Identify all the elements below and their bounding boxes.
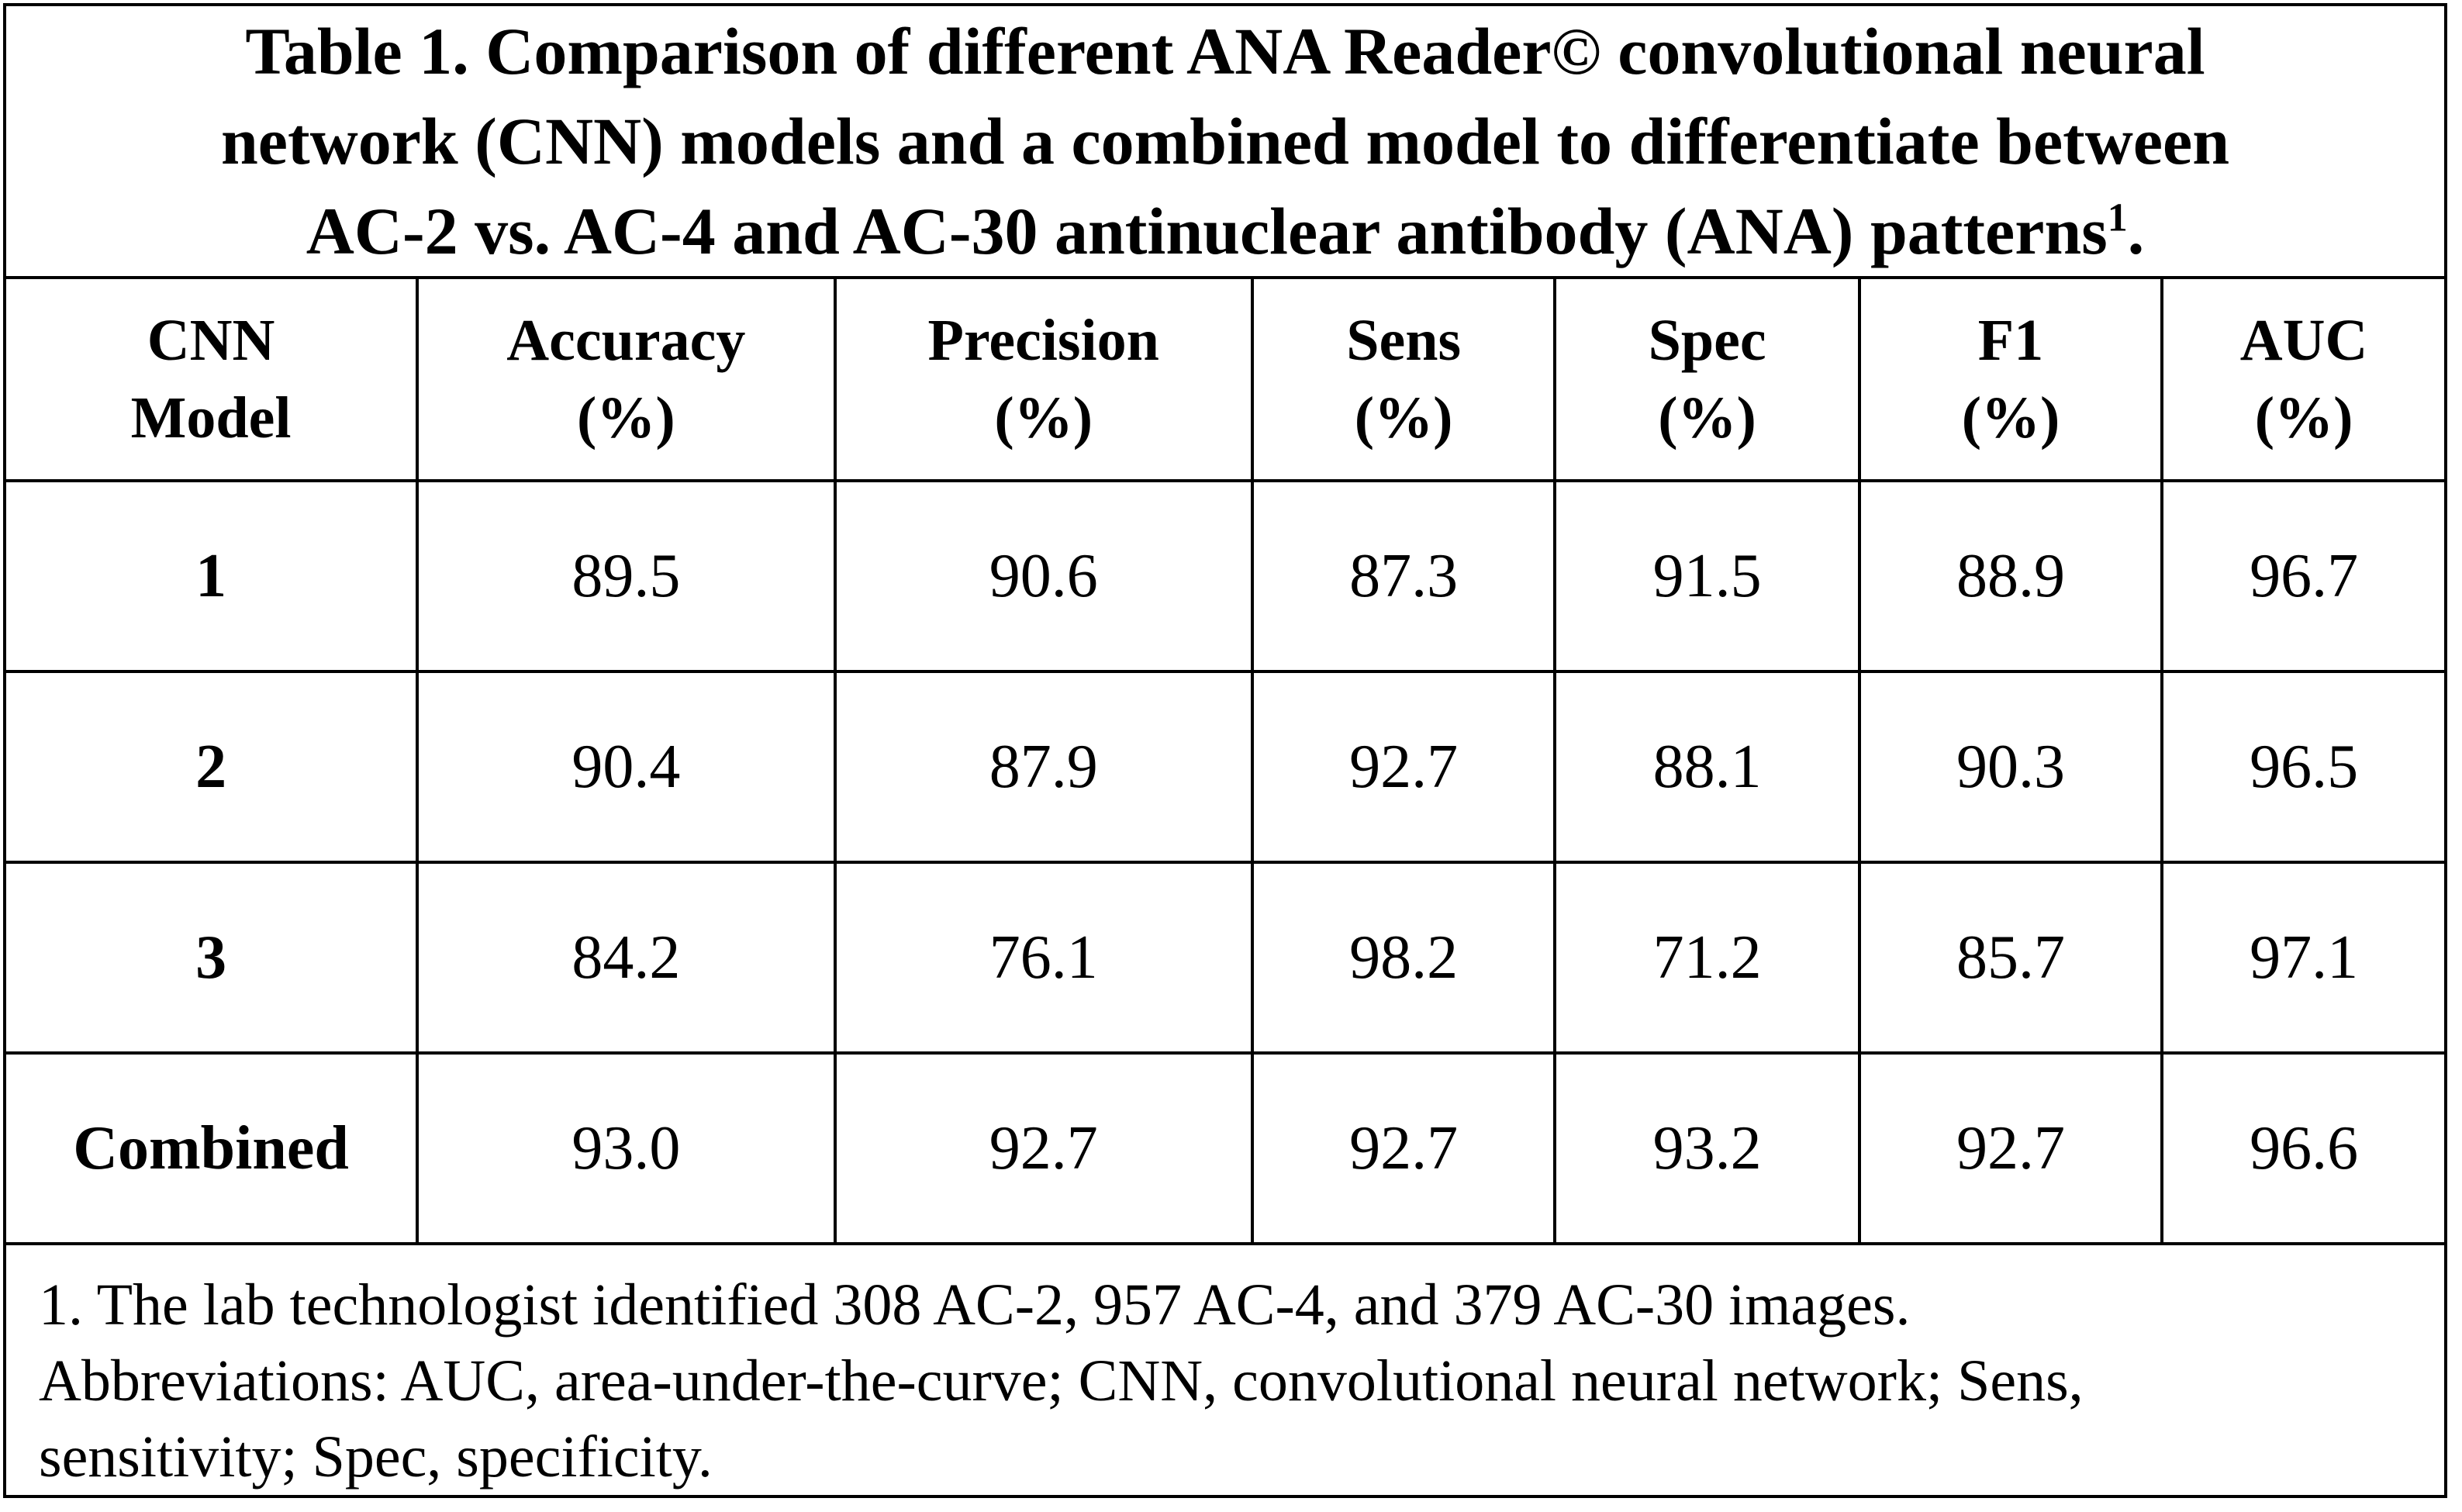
accuracy-cell: 84.2 xyxy=(417,862,834,1053)
auc-cell: 96.5 xyxy=(2162,671,2444,862)
caption-footnote-marker: 1 xyxy=(2107,195,2128,240)
spec-cell: 88.1 xyxy=(1555,671,1859,862)
accuracy-cell: 93.0 xyxy=(417,1053,834,1244)
sens-cell: 98.2 xyxy=(1252,862,1555,1053)
sens-cell: 92.7 xyxy=(1252,671,1555,862)
auc-cell: 96.7 xyxy=(2162,481,2444,671)
model-cell: 1 xyxy=(6,481,417,671)
f1-cell: 90.3 xyxy=(1859,671,2162,862)
spec-cell: 91.5 xyxy=(1555,481,1859,671)
spec-cell: 71.2 xyxy=(1555,862,1859,1053)
table-row xyxy=(6,1053,2444,1244)
accuracy-cell: 90.4 xyxy=(417,671,834,862)
table-row xyxy=(6,481,2444,671)
table-row xyxy=(6,671,2444,862)
precision-cell: 87.9 xyxy=(835,671,1252,862)
precision-cell: 92.7 xyxy=(835,1053,1252,1244)
footnote-line-2: Abbreviations: AUC, area-under-the-curve; CNN, convolutional neural network; Sens, xyxy=(39,1348,2084,1414)
model-cell: 2 xyxy=(6,671,417,862)
table-row xyxy=(6,862,2444,1053)
model-cell: Combined xyxy=(6,1053,417,1244)
column-header-sens: Sens (%) xyxy=(1252,278,1555,481)
column-header-cnn-model: CNN Model xyxy=(6,278,417,481)
table-footnote xyxy=(6,1258,2444,1495)
sens-cell: 87.3 xyxy=(1252,481,1555,671)
caption-line-3: AC-2 vs. AC-4 and AC-30 antinuclear antibody (ANA) patterns xyxy=(306,194,2108,268)
f1-cell: 88.9 xyxy=(1859,481,2162,671)
f1-cell: 85.7 xyxy=(1859,862,2162,1053)
column-header-f1: F1 (%) xyxy=(1859,278,2162,481)
column-header-accuracy: Accuracy (%) xyxy=(417,278,834,481)
caption-line-2: network (CNN) models and a combined model to differentiate between xyxy=(220,104,2230,178)
table-caption xyxy=(6,6,2444,276)
table-frame xyxy=(3,3,2447,1498)
footnote-line-1: 1. The lab technologist identified 308 AC-2, 957 AC-4, and 379 AC-30 images. xyxy=(39,1272,1911,1338)
spec-cell: 93.2 xyxy=(1555,1053,1859,1244)
column-header-precision: Precision (%) xyxy=(835,278,1252,481)
header-row xyxy=(6,278,2444,481)
caption-end-period: . xyxy=(2127,194,2145,268)
sens-cell: 92.7 xyxy=(1252,1053,1555,1244)
f1-cell: 92.7 xyxy=(1859,1053,2162,1244)
precision-cell: 76.1 xyxy=(835,862,1252,1053)
precision-cell: 90.6 xyxy=(835,481,1252,671)
accuracy-cell: 89.5 xyxy=(417,481,834,671)
auc-cell: 96.6 xyxy=(2162,1053,2444,1244)
column-header-spec: Spec (%) xyxy=(1555,278,1859,481)
footnote-line-3: sensitivity; Spec, specificity. xyxy=(39,1424,713,1490)
auc-cell: 97.1 xyxy=(2162,862,2444,1053)
column-header-auc: AUC (%) xyxy=(2162,278,2444,481)
model-cell: 3 xyxy=(6,862,417,1053)
results-table xyxy=(6,276,2444,1245)
caption-line-1: Table 1. Comparison of different ANA Reader© convolutional neural xyxy=(245,14,2205,88)
